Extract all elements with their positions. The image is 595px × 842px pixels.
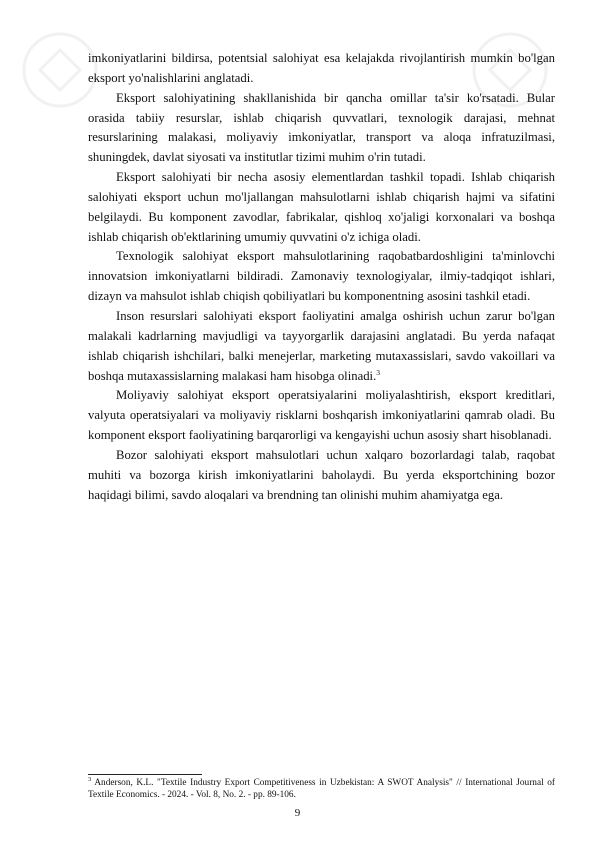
paragraph-technological-potential: Texnologik salohiyat eksport mahsulotlarining raqobatbardoshligini ta'minlovchi innovatsion imkoniyatlarni bildiradi. Zamonaviy texnologiyalar, ilmiy-tadqiqot ishlari, dizayn va mahsulot ishlab chiqish qobiliyatlari bu komponentning asosini tashkil etadi.	[88, 249, 555, 304]
footnote-text: Anderson, K.L. "Textile Industry Export Competitiveness in Uzbekistan: A SWOT Analysis" // International Journal of Textile Economics. - 2024. - Vol. 8, No. 2. - pp. 89-106.	[88, 778, 555, 801]
paragraph-export-factors: Eksport salohiyatining shakllanishida bir qancha omillar ta'sir ko'rsatadi. Bular orasida tabiiy resurslar, ishlab chiqarish quvvatlari, texnologik darajasi, mehnat resurslarining malakasi, moliyaviy imkoniyatlar, transport va aloqa infratuzilmasi, shuningdek, davlat siyosati va institutlar tizimi muhim o'rin tutadi.	[88, 90, 555, 165]
paragraph-human-resources-text: Inson resurslari salohiyati eksport faoliyatini amalga oshirish uchun zarur bo'lgan malakali kadrlarning mavjudligi va tayyorgarlik darajasini anglatadi. Bu yerda nafaqat ishlab chiqarish ishchilari, balki menejerlar, marketing mutaxassislari, savdo vakoillari va boshqa mutaxassislarning malakasi ham hisobga olinadi.	[88, 308, 555, 383]
paragraph-market-potential: Bozor salohiyati eksport mahsulotlari uchun xalqaro bozorlardagi talab, raqobat muhiti va bozorga kirish imkoniyatlarini baholaydi. Bu yerda eksportchining bozor haqidagi bilimi, savdo aloqalari va brendning tan olinishi muhim ahamiyatga ega.	[88, 447, 555, 502]
document-body	[88, 49, 555, 505]
footnote-reference[interactable]: 3	[376, 367, 380, 377]
paragraph-continuation: imkoniyatlarini bildirsa, potentsial salohiyat esa kelajakda rivojlantirish mumkin bo'lgan eksport yo'nalishlarini anglatadi.	[88, 51, 555, 85]
footnote	[88, 777, 555, 801]
page-number: 9	[294, 807, 301, 819]
paragraph-production-potential: Eksport salohiyati bir necha asosiy elementlardan tashkil topadi. Ishlab chiqarish salohiyati eksport uchun mo'ljallangan mahsulotlarni ishlab chiqarish hajmi va sifatini belgilaydi. Bu komponent zavodlar, fabrikalar, qishloq xo'jaligi korxonalari va boshqa ishlab chiqarish ob'ektlarining umumiy quvvatini o'z ichiga oladi.	[88, 170, 555, 244]
footnote-marker: 3	[88, 775, 92, 783]
paragraph-financial-potential: Moliyaviy salohiyat eksport operatsiyalarini moliyalashtirish, eksport kreditlari, valyuta operatsiyalari va moliyaviy risklarni boshqarish imkoniyatlarini qamrab oladi. Bu komponent eksport faoliyatining barqarorligi va kengayishi uchun asosiy shart hisoblanadi.	[88, 388, 555, 443]
footnote-separator	[88, 774, 202, 775]
paragraph-human-resources	[88, 307, 555, 386]
